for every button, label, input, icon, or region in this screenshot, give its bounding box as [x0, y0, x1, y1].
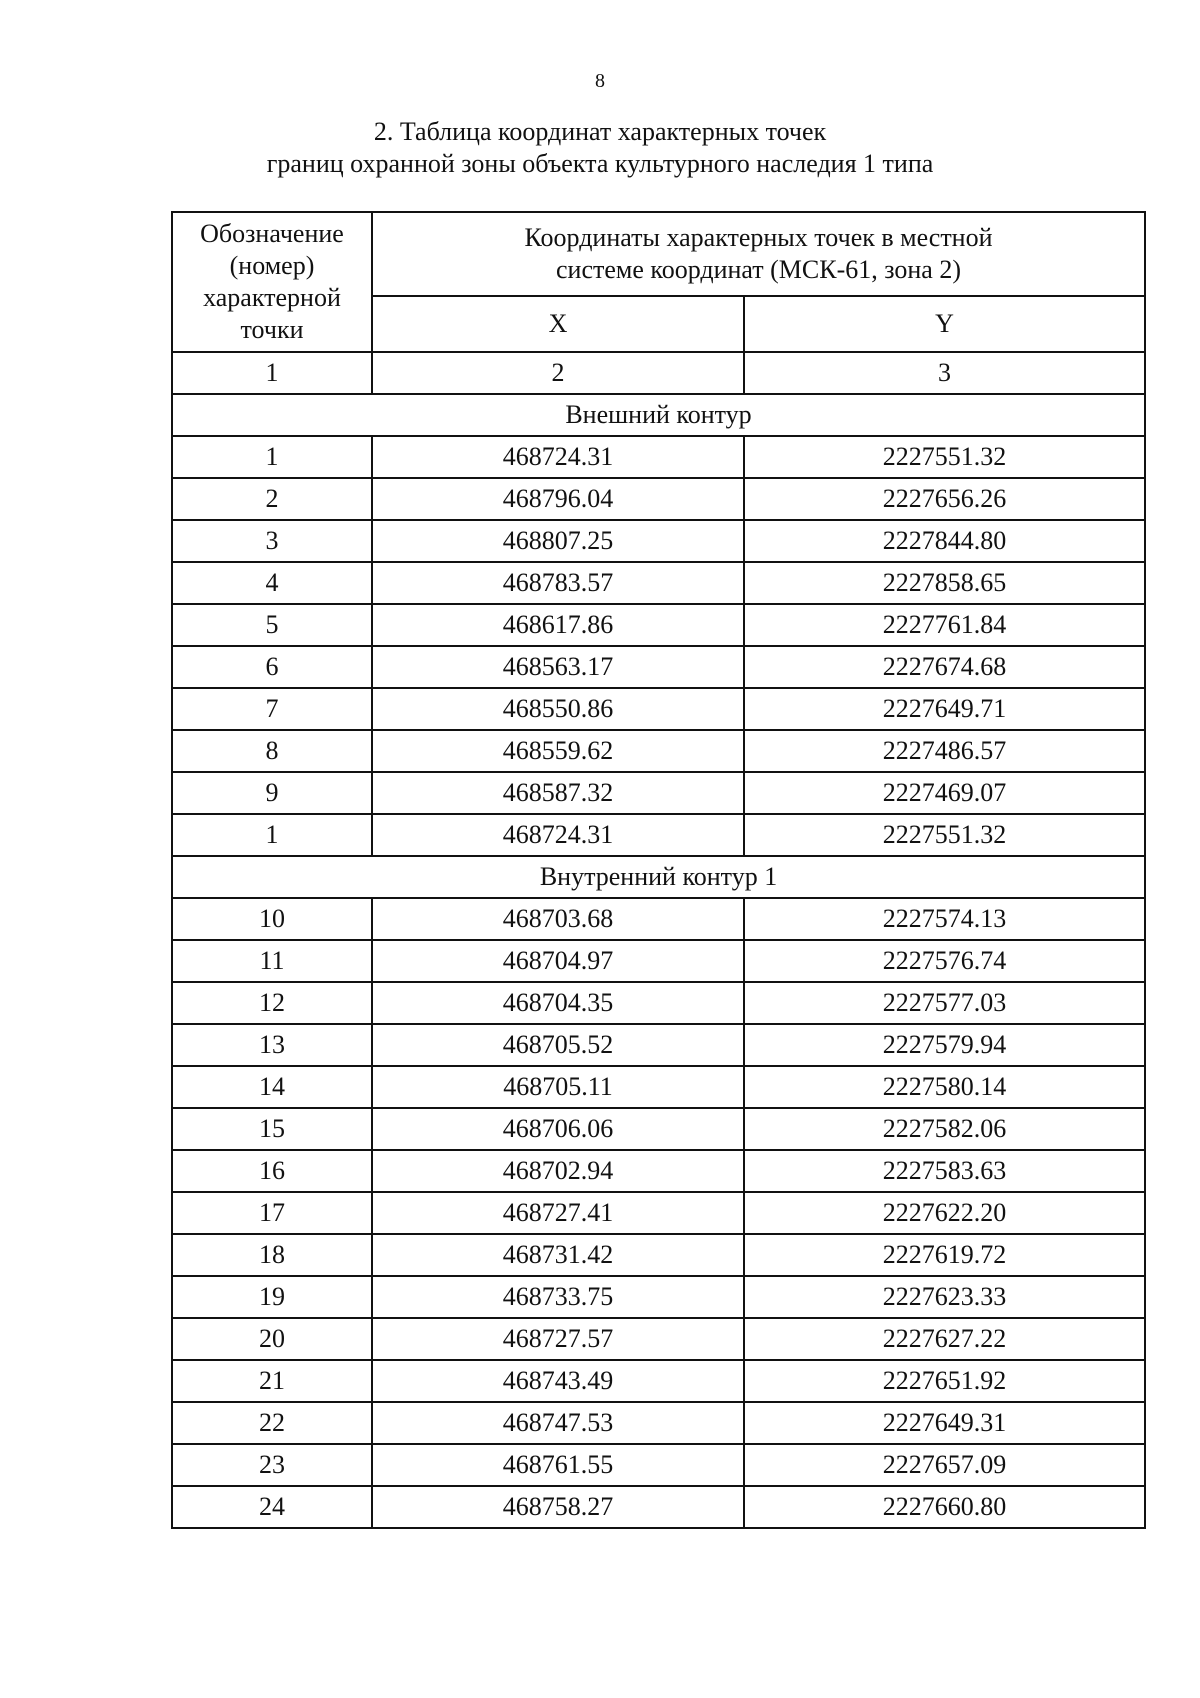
y-coordinate-cell: 2227858.65	[744, 562, 1145, 604]
x-coordinate-cell: 468761.55	[372, 1444, 744, 1486]
header-coordinates-line: Координаты характерных точек в местной	[524, 223, 993, 252]
table-row	[172, 730, 1145, 772]
x-coordinate-cell: 468706.06	[372, 1108, 744, 1150]
point-number-cell: 3	[172, 520, 372, 562]
y-coordinate-cell: 2227577.03	[744, 982, 1145, 1024]
y-coordinate-cell: 2227579.94	[744, 1024, 1145, 1066]
table-row	[172, 1150, 1145, 1192]
table-row	[172, 898, 1145, 940]
x-coordinate-cell: 468743.49	[372, 1360, 744, 1402]
x-coordinate-cell: 468587.32	[372, 772, 744, 814]
point-number-cell: 11	[172, 940, 372, 982]
table-row	[172, 478, 1145, 520]
point-number-cell: 17	[172, 1192, 372, 1234]
table-row	[172, 1318, 1145, 1360]
x-coordinate-cell: 468705.11	[372, 1066, 744, 1108]
point-number-cell: 4	[172, 562, 372, 604]
point-number-cell: 20	[172, 1318, 372, 1360]
x-coordinate-cell: 468705.52	[372, 1024, 744, 1066]
point-number-cell: 16	[172, 1150, 372, 1192]
table-row	[172, 688, 1145, 730]
point-number-cell: 2	[172, 478, 372, 520]
point-number-cell: 9	[172, 772, 372, 814]
x-coordinate-cell: 468702.94	[372, 1150, 744, 1192]
point-number-cell: 14	[172, 1066, 372, 1108]
y-coordinate-cell: 2227583.63	[744, 1150, 1145, 1192]
table-row	[172, 814, 1145, 856]
x-coordinate-cell: 468758.27	[372, 1486, 744, 1528]
point-number-cell: 1	[172, 814, 372, 856]
point-number-cell: 23	[172, 1444, 372, 1486]
x-coordinate-cell: 468704.35	[372, 982, 744, 1024]
coordinates-table-body	[172, 212, 1145, 1528]
header-x: X	[372, 296, 744, 352]
header-coordinates-line: системе координат (МСК-61, зона 2)	[556, 255, 961, 284]
header-y: Y	[744, 296, 1145, 352]
point-number-cell: 18	[172, 1234, 372, 1276]
table-row	[172, 1444, 1145, 1486]
x-coordinate-cell: 468733.75	[372, 1276, 744, 1318]
y-coordinate-cell: 2227576.74	[744, 940, 1145, 982]
y-coordinate-cell: 2227486.57	[744, 730, 1145, 772]
point-number-cell: 15	[172, 1108, 372, 1150]
x-coordinate-cell: 468617.86	[372, 604, 744, 646]
y-coordinate-cell: 2227656.26	[744, 478, 1145, 520]
table-row	[172, 1192, 1145, 1234]
table-row	[172, 1276, 1145, 1318]
table-row	[172, 520, 1145, 562]
y-coordinate-cell: 2227469.07	[744, 772, 1145, 814]
y-coordinate-cell: 2227574.13	[744, 898, 1145, 940]
table-row	[172, 940, 1145, 982]
y-coordinate-cell: 2227657.09	[744, 1444, 1145, 1486]
table-row	[172, 436, 1145, 478]
x-coordinate-cell: 468783.57	[372, 562, 744, 604]
page-number: 8	[595, 70, 605, 92]
table-row	[172, 1486, 1145, 1528]
point-number-cell: 5	[172, 604, 372, 646]
point-number-cell: 24	[172, 1486, 372, 1528]
header-designation-line: точки	[240, 315, 304, 344]
y-coordinate-cell: 2227623.33	[744, 1276, 1145, 1318]
table-row	[172, 1360, 1145, 1402]
header-designation	[172, 212, 372, 352]
header-designation-line: (номер)	[229, 251, 315, 280]
section-row	[172, 394, 1145, 436]
y-coordinate-cell: 2227619.72	[744, 1234, 1145, 1276]
y-coordinate-cell: 2227580.14	[744, 1066, 1145, 1108]
point-number-cell: 7	[172, 688, 372, 730]
y-coordinate-cell: 2227761.84	[744, 604, 1145, 646]
point-number-cell: 6	[172, 646, 372, 688]
point-number-cell: 13	[172, 1024, 372, 1066]
header-coordinates	[372, 212, 1145, 296]
y-coordinate-cell: 2227674.68	[744, 646, 1145, 688]
x-coordinate-cell: 468807.25	[372, 520, 744, 562]
x-coordinate-cell: 468724.31	[372, 814, 744, 856]
point-number-cell: 19	[172, 1276, 372, 1318]
column-number-1: 1	[172, 352, 372, 394]
point-number-cell: 22	[172, 1402, 372, 1444]
x-coordinate-cell: 468796.04	[372, 478, 744, 520]
table-row	[172, 1234, 1145, 1276]
y-coordinate-cell: 2227551.32	[744, 814, 1145, 856]
y-coordinate-cell: 2227622.20	[744, 1192, 1145, 1234]
column-number-row	[172, 352, 1145, 394]
x-coordinate-cell: 468727.57	[372, 1318, 744, 1360]
table-row	[172, 772, 1145, 814]
point-number-cell: 10	[172, 898, 372, 940]
section-row	[172, 856, 1145, 898]
column-number-2: 2	[372, 352, 744, 394]
document-title	[0, 116, 1200, 180]
section-title: Внешний контур	[172, 394, 1145, 436]
table-row	[172, 1066, 1145, 1108]
table-row	[172, 1024, 1145, 1066]
y-coordinate-cell: 2227660.80	[744, 1486, 1145, 1528]
x-coordinate-cell: 468731.42	[372, 1234, 744, 1276]
header-designation-line: Обозначение	[200, 219, 344, 248]
title-line-2: границ охранной зоны объекта культурного наследия 1 типа	[266, 149, 934, 178]
column-number-3: 3	[744, 352, 1145, 394]
table-row	[172, 1402, 1145, 1444]
table-row	[172, 1108, 1145, 1150]
y-coordinate-cell: 2227551.32	[744, 436, 1145, 478]
x-coordinate-cell: 468550.86	[372, 688, 744, 730]
table-row	[172, 562, 1145, 604]
y-coordinate-cell: 2227627.22	[744, 1318, 1145, 1360]
y-coordinate-cell: 2227649.31	[744, 1402, 1145, 1444]
table-row	[172, 604, 1145, 646]
x-coordinate-cell: 468563.17	[372, 646, 744, 688]
x-coordinate-cell: 468747.53	[372, 1402, 744, 1444]
table-row	[172, 646, 1145, 688]
point-number-cell: 1	[172, 436, 372, 478]
point-number-cell: 12	[172, 982, 372, 1024]
x-coordinate-cell: 468559.62	[372, 730, 744, 772]
table-header-row	[172, 212, 1145, 296]
table-row	[172, 982, 1145, 1024]
y-coordinate-cell: 2227844.80	[744, 520, 1145, 562]
coordinates-table	[171, 211, 1146, 1529]
title-line-1: 2. Таблица координат характерных точек	[373, 117, 827, 146]
y-coordinate-cell: 2227651.92	[744, 1360, 1145, 1402]
x-coordinate-cell: 468724.31	[372, 436, 744, 478]
header-designation-line: характерной	[203, 283, 341, 312]
x-coordinate-cell: 468703.68	[372, 898, 744, 940]
x-coordinate-cell: 468704.97	[372, 940, 744, 982]
point-number-cell: 21	[172, 1360, 372, 1402]
y-coordinate-cell: 2227582.06	[744, 1108, 1145, 1150]
x-coordinate-cell: 468727.41	[372, 1192, 744, 1234]
section-title: Внутренний контур 1	[172, 856, 1145, 898]
y-coordinate-cell: 2227649.71	[744, 688, 1145, 730]
point-number-cell: 8	[172, 730, 372, 772]
